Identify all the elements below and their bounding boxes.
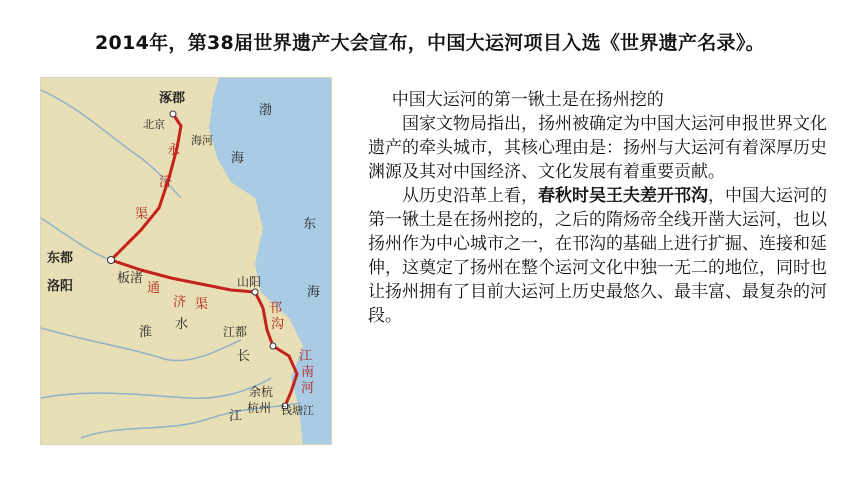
paragraph-3 [368, 184, 838, 328]
label-haihe: 海河 [191, 134, 213, 147]
label-huai: 淮 [139, 325, 153, 340]
label-hangzhou: 杭州 [247, 401, 272, 415]
label-tong: 通 [147, 281, 161, 296]
label-han: 邗 [269, 301, 283, 316]
city-marker [108, 257, 115, 264]
label-qu2: 渠 [195, 297, 209, 312]
label-hai1: 海 [231, 151, 245, 166]
label-ji1: 济 [159, 175, 173, 190]
label-jiang2: 江 [299, 349, 313, 364]
label-beijing: 北京 [143, 118, 165, 131]
label-gou: 沟 [271, 317, 285, 332]
slide-title: 2014年，第38届世界遗产大会宣布，中国大运河项目入选《世界遗产名录》。 [95, 32, 765, 54]
label-luoyang: 洛阳 [47, 279, 74, 294]
paragraph-heading: 中国大运河的第一锹土是在扬州挖的 [391, 90, 664, 110]
label-jiang1: 江 [229, 409, 243, 424]
label-he: 河 [301, 381, 315, 396]
paragraph-2: 国家文物局指出，扬州被确定为中国大运河申报世界文化遗产的牵头城市，其核心理由是：扬州与大运河有着深厚历史渊源及其对中国经济、文化发展有着重要贡献。 [368, 114, 827, 182]
label-shui: 水 [175, 317, 189, 332]
grand-canal-map [40, 77, 332, 445]
label-banzhu: 板渚 [117, 271, 144, 286]
label-nan: 南 [301, 365, 315, 380]
label-ji2: 济 [173, 295, 187, 310]
label-shanyang: 山阳 [237, 275, 262, 289]
p3-bold-phrase: 春秋时吴王夫差开邗沟 [538, 186, 708, 206]
label-yuhang: 余杭 [249, 385, 274, 399]
city-marker [270, 343, 276, 349]
label-zhang: 长 [237, 349, 251, 364]
label-qiantangjiang: 钱塘江 [281, 404, 314, 417]
body-text [368, 88, 838, 328]
map-svg [41, 78, 332, 445]
label-zhuojun: 涿郡 [159, 91, 186, 106]
city-marker [170, 111, 176, 117]
p3-prefix: 从历史沿革上看， [402, 186, 538, 206]
p3-rest: ，中国大运河的第一锹土是在扬州挖的，之后的隋炀帝全线开凿大运河，也以扬州作为中心城市之一，在邗沟的基础上进行扩掘、连接和延伸，这奠定了扬州在整个运河文化中独一无二的地位，同时也让扬州拥有了目前大运河上历史最悠久、最丰富、最复杂的河段。 [368, 186, 827, 326]
label-bo: 渤 [259, 103, 273, 118]
city-marker [252, 289, 258, 295]
label-dongdu: 东都 [47, 251, 74, 266]
label-hai2: 海 [307, 285, 321, 300]
label-jiangdu: 江都 [223, 325, 248, 339]
label-dong: 东 [303, 217, 317, 232]
label-qu1: 渠 [135, 207, 149, 222]
label-yong: 永 [167, 143, 181, 158]
